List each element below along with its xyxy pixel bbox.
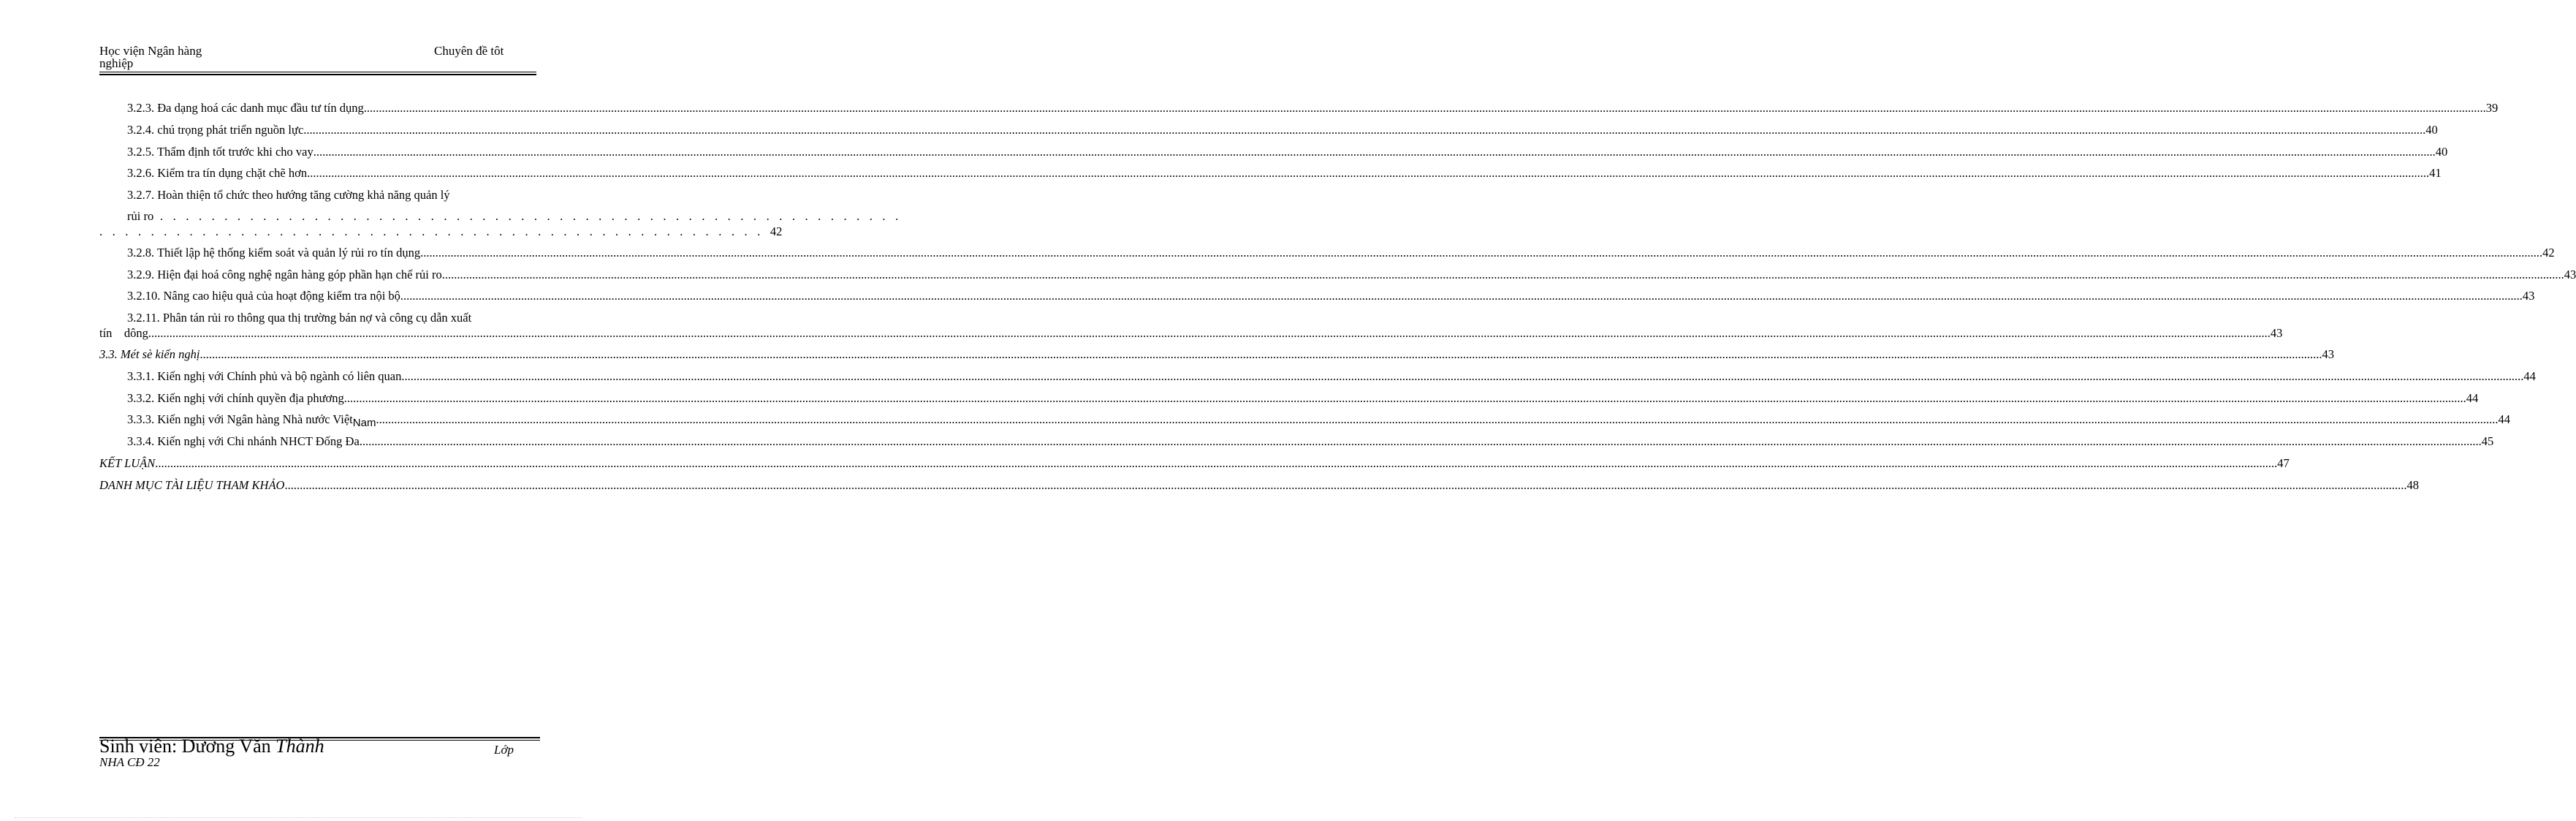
footer-rule [99, 737, 540, 738]
toc-entry[interactable]: 3.2.6. Kiểm tra tín dụng chặt chẽ hơn ..... 41 [127, 166, 552, 181]
table-of-contents: 3.2.3. Đa dạng hoá các danh mục đầu tư tín dụng ..... 39 3.2.4. chú trọng phát triển nguồn lực ..... 40 3.2.5. Thẩm định tốt trước khi cho vay ..... 40 3.2.6. Kiểm tra tín dụng chặt chẽ hơn ..... 41 3.2.7. Hoàn thiện tổ chức theo hướng tăng cường khả năng quản lý rủi ro . . . . . . . . . . . . . . . . . . . . . . . . . . . . . . . . . . . . . . . . . . . . . . . . . . . . . . . . . . . . . . . . . . . . . . . . . . . . . . . . . . . . . . . . . . . . . . . . . . . . . . . . . . . . . . 42 3.2.8. Thiết lập hệ thống kiểm soát và quản lý rủi ro tín dụng ..... 42 3.2.9. Hiện đại hoá công nghệ ngân hàng góp phần hạn chế rủi ro ..... 43 3.2.10. Nâng cao hiệu quả của hoạt động kiểm tra nội bộ ..... 43 3.2.11. Phân tán rủi ro thông qua thị trường bán nợ và công cụ dẫn xuất tín dông ..... 43 3.3. Mét sè kiến nghị ..... 43 3.3.1. Kiến nghị với Chính phủ và bộ ngành có liên quan ..... 44 3.3.2. Kiến nghị với chính quyền địa phương ..... 44 3.3.3. Kiến nghị với Ngân hàng Nhà nước Việt Nam ..... 44 3.3.4. Kiến nghị với Chi nhánh NHCT Đống Đa ..... 45 KẾT LUẬN ..... 47 DANH MỤC TÀI LIỆU THAM KHẢO ..... 48 [0, 0, 596, 821]
footer-student-name: Sinh viên: Dương Văn Thành [99, 735, 324, 757]
footer-class-label: Lớp [494, 743, 514, 757]
toc-entry[interactable]: 3.2.8. Thiết lập hệ thống kiểm soát và quản lý rủi ro tín dụng ..... 42 [127, 246, 552, 260]
toc-entry[interactable]: 3.3.4. Kiến nghị với Chi nhánh NHCT Đống Đa ..... 45 [127, 434, 552, 449]
toc-entry[interactable]: 3.3.2. Kiến nghị với chính quyền địa phương ..... 44 [127, 391, 552, 406]
toc-entry[interactable]: 3.2.5. Thẩm định tốt trước khi cho vay ..... 40 [127, 145, 552, 159]
footer-class-name: NHA CĐ 22 [99, 755, 160, 769]
footer-rule-thin [99, 740, 540, 741]
toc-chapter-entry[interactable]: DANH MỤC TÀI LIỆU THAM KHẢO ..... 48 [99, 478, 552, 493]
page-bottom-divider [15, 817, 582, 818]
toc-section-entry[interactable]: 3.3. Mét sè kiến nghị ..... 43 [99, 347, 552, 362]
header-doc-type: Chuyên đề tôt [434, 44, 504, 58]
toc-entry[interactable]: 3.3.1. Kiến nghị với Chính phủ và bộ ngành có liên quan ..... 44 [127, 369, 552, 384]
header-institution: Học viện Ngân hàng nghiệp [99, 44, 202, 70]
toc-entry[interactable]: 3.2.4. chú trọng phát triển nguồn lực ..... 40 [127, 123, 552, 137]
toc-chapter-entry[interactable]: KẾT LUẬN ..... 47 [99, 456, 552, 471]
toc-entry[interactable]: 3.2.3. Đa dạng hoá các danh mục đầu tư tín dụng ..... 39 [127, 101, 552, 116]
toc-entry[interactable]: 3.2.10. Nâng cao hiệu quả của hoạt động kiểm tra nội bộ ..... 43 [127, 289, 552, 303]
toc-entry[interactable]: 3.2.9. Hiện đại hoá công nghệ ngân hàng góp phần hạn chế rủi ro ..... 43 [127, 268, 552, 282]
toc-entry[interactable]: 3.3.3. Kiến nghị với Ngân hàng Nhà nước Việt Nam ..... 44 [127, 412, 552, 427]
